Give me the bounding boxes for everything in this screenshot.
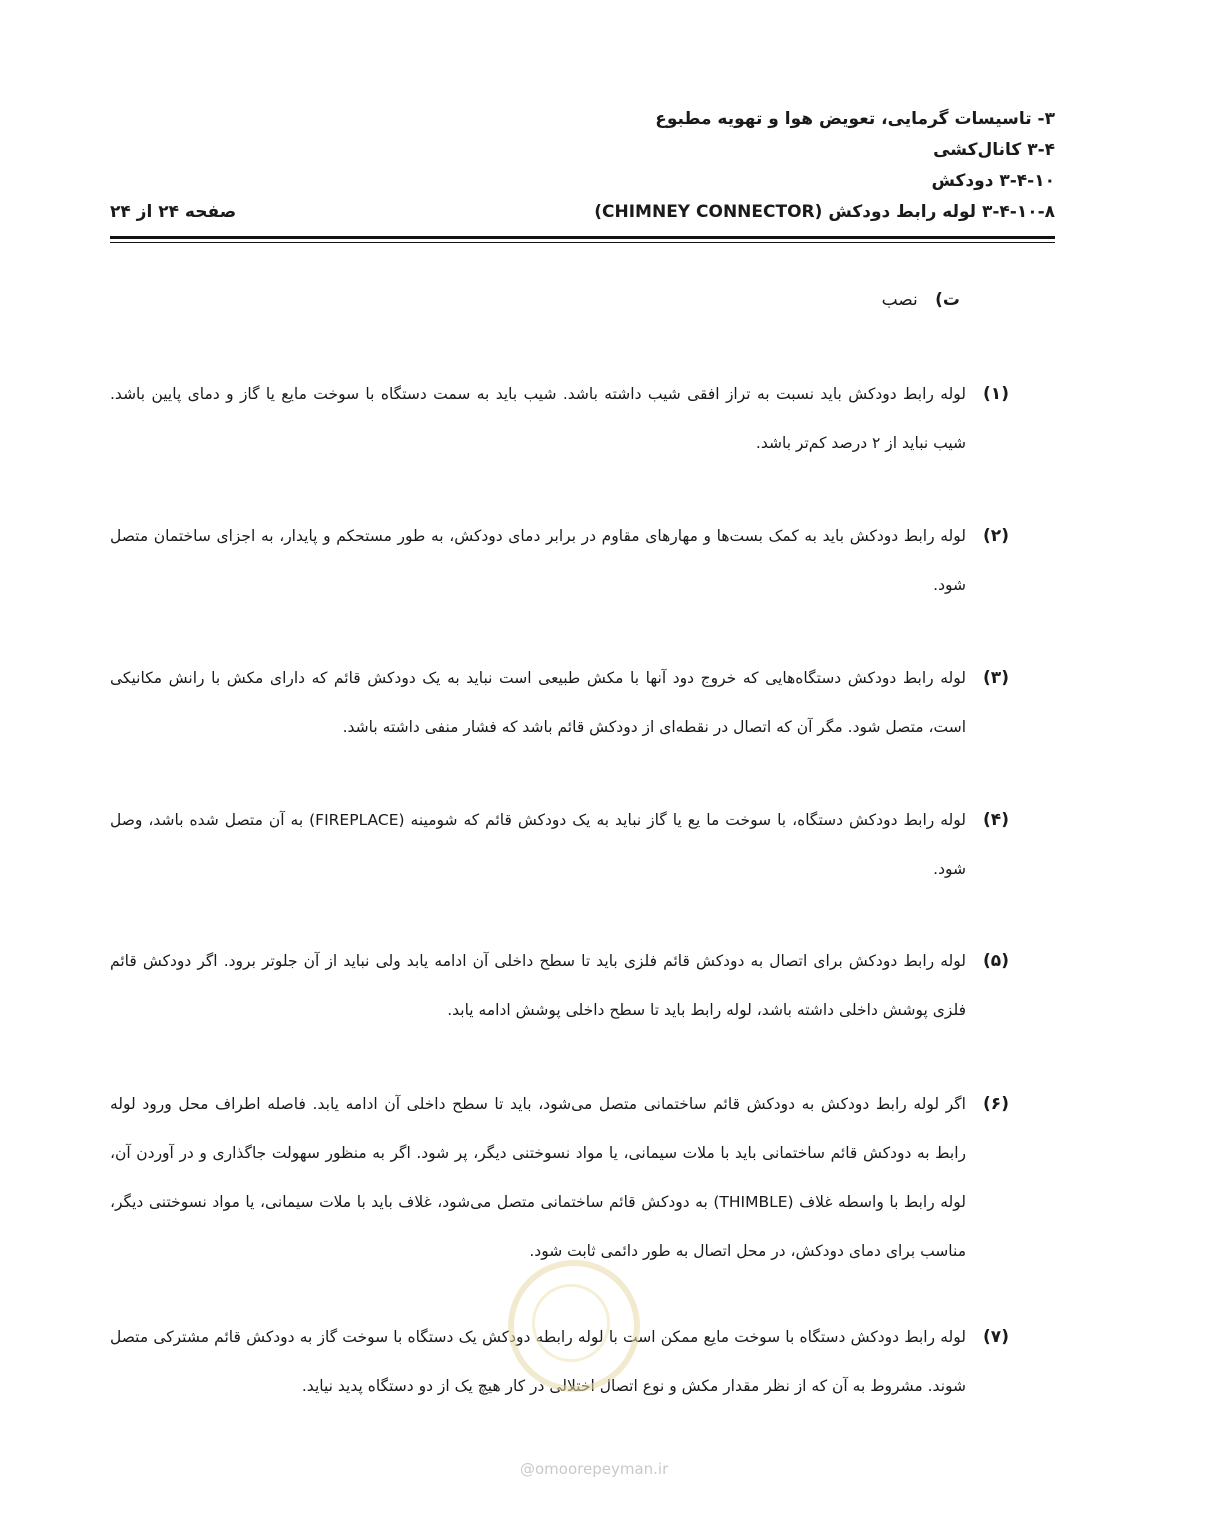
section-heading	[882, 290, 960, 310]
list-item	[110, 370, 1009, 468]
list-item	[110, 512, 1009, 610]
item-text: لوله رابط دودکش دستگاه، با سوخت ما یع یا گاز نباید به یک دودکش قائم که شومینه (FIREPLACE) به آن متصل شده باشد، وصل شود.	[110, 811, 966, 878]
header-divider-thick	[110, 236, 1055, 239]
item-number: (۷)	[983, 1327, 1009, 1347]
watermark-seal-icon	[508, 1260, 640, 1392]
list-item	[110, 937, 1009, 1035]
item-number: (۶)	[983, 1094, 1009, 1114]
item-text: اگر لوله رابط دودکش به دودکش قائم ساختمانی متصل می‌شود، باید تا سطح داخلی آن ادامه یابد. فاصله اطراف محل ورود لوله رابط به دودکش قائم ساختمانی باید با ملات سیمانی، یا مواد نسوختنی دیگر، پر شود. اگر به منظور سهولت جاگذاری و در آوردن آن، لوله رابط با واسطه غلاف (THIMBLE) به دودکش قائم ساختمانی متصل می‌شود، غلاف باید با ملات سیمانی، یا مواد نسوختنی دیگر، مناسب برای دمای دودکش، در محل اتصال به طور دائمی ثابت شود.	[110, 1095, 966, 1260]
item-number: (۵)	[983, 951, 1009, 971]
watermark-seal-inner	[532, 1284, 610, 1362]
item-text: لوله رابط دودکش دستگاه با سوخت مایع ممکن است با لوله رابطه دودکش یک دستگاه با سوخت گاز به دودکش قائم مشترکی متصل شوند. مشروط به آن که از نظر مقدار مکش و نوع اتصال اختلالی در کار هیچ یک از دو دستگاه پدید نیاید.	[110, 1328, 966, 1395]
page-header	[110, 104, 1055, 228]
watermark-url: @omoorepeyman.ir	[520, 1460, 669, 1478]
header-topic: ۳-۴-۱۰-۸ لوله رابط دودکش (CHIMNEY CONNECTOR)	[594, 202, 1055, 222]
item-number: (۴)	[983, 810, 1009, 830]
item-number: (۳)	[983, 668, 1009, 688]
section-letter: ت)	[935, 290, 960, 310]
header-subsection: ۳-۴-۱۰ دودکش	[931, 171, 1055, 191]
item-text: لوله رابط دودکش دستگاه‌هایی که خروج دود آنها با مکش طبیعی است نباید به یک دودکش قائم که دارای مکش با رانش مکانیکی است، متصل شود. مگر آن که اتصال در نقطه‌ای از دودکش قائم باشد که فشار منفی داشته باشد.	[110, 669, 966, 736]
list-item	[110, 1080, 1009, 1276]
item-text: لوله رابط دودکش باید نسبت به تراز افقی شیب داشته باشد. شیب باید به سمت دستگاه با سوخت مایع یا گاز و دمای پایین باشد. شیب نباید از ۲ درصد کم‌تر باشد.	[110, 385, 966, 452]
item-text: لوله رابط دودکش باید به کمک بست‌ها و مهارهای مقاوم در برابر دمای دودکش، به طور مستحکم و پایدار، به اجزای ساختمان متصل شود.	[110, 527, 966, 594]
list-item	[110, 796, 1009, 894]
item-number: (۲)	[983, 526, 1009, 546]
page-number: صفحه ۲۴ از ۲۴	[110, 202, 237, 222]
header-title-row	[110, 197, 1055, 228]
header-section: ۳-۴ کانال‌کشی	[933, 140, 1055, 160]
section-title: نصب	[881, 290, 918, 310]
item-text: لوله رابط دودکش برای اتصال به دودکش قائم فلزی باید تا سطح داخلی آن ادامه یابد ولی نباید از آن جلوتر برود. اگر دودکش قائم فلزی پوشش داخلی داشته باشد، لوله رابط باید تا سطح داخلی پوشش ادامه یابد.	[110, 952, 966, 1019]
list-item	[110, 654, 1009, 752]
header-divider-thin	[110, 242, 1055, 243]
header-chapter: ۳- تاسیسات گرمایی، تعویض هوا و تهویه مطبوع	[655, 109, 1055, 129]
item-number: (۱)	[983, 384, 1009, 404]
